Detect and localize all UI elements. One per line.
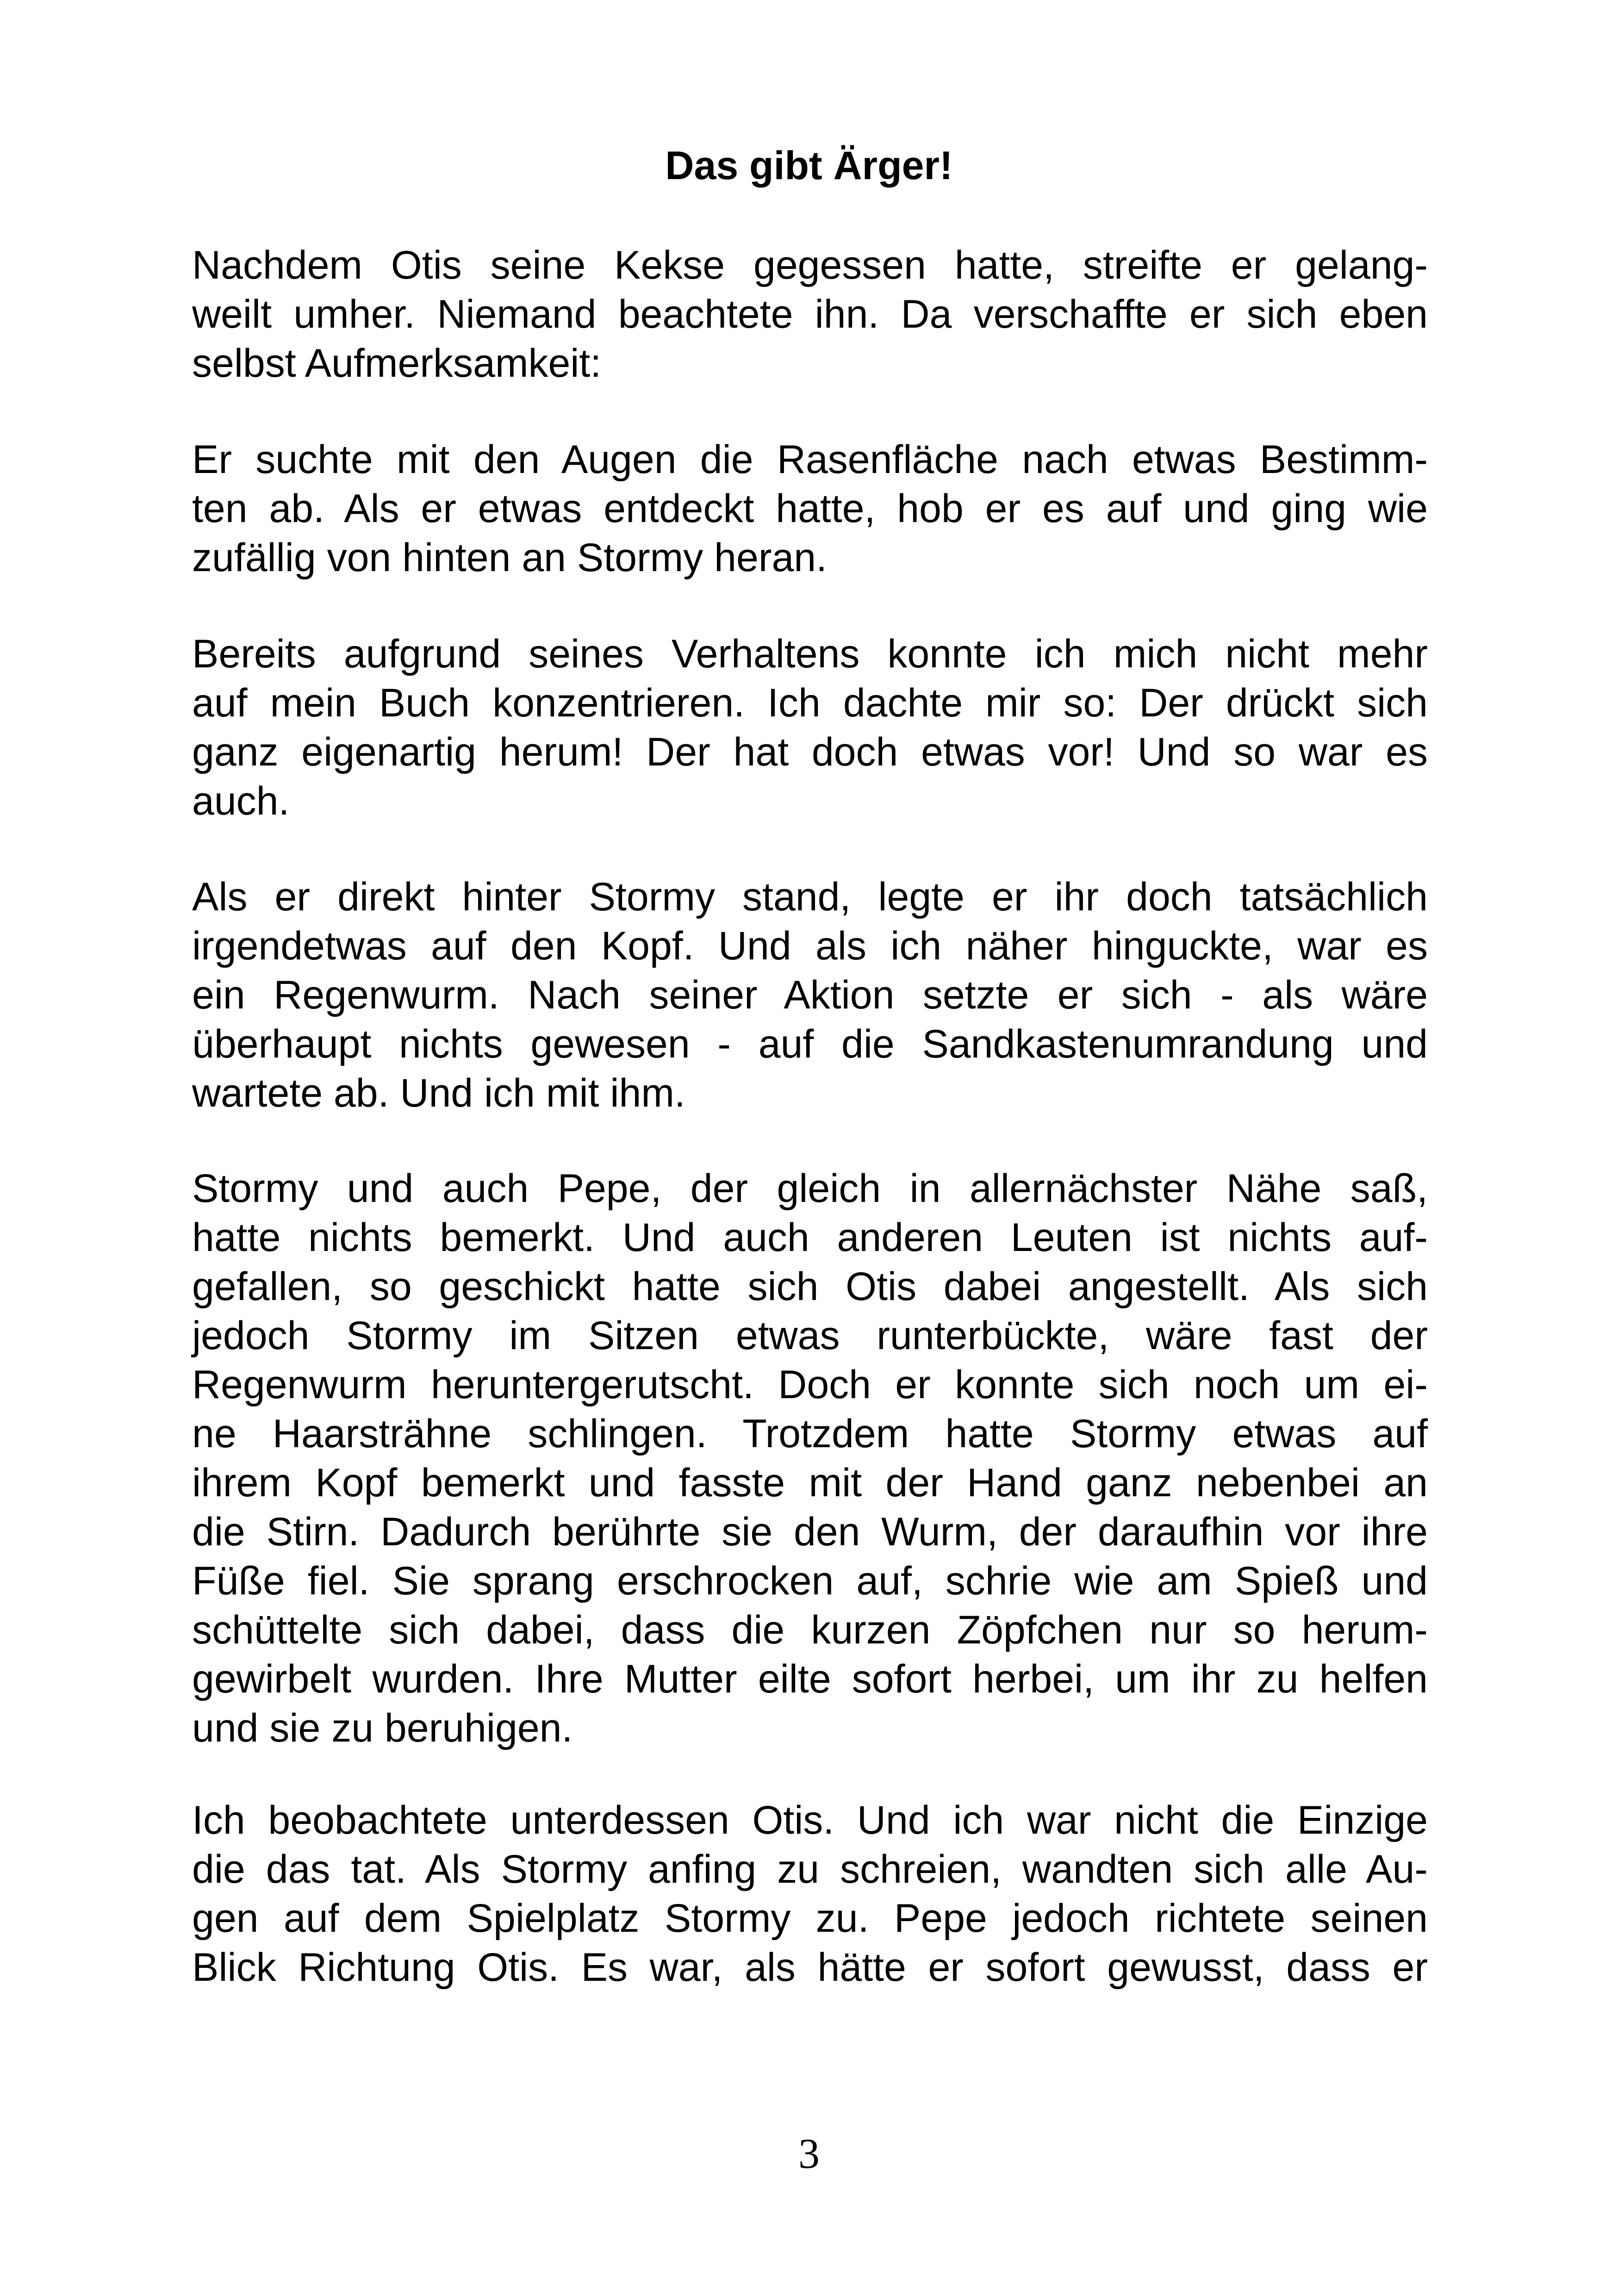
text-line: Ich beobachtete unterdessen Otis. Und ich war nicht die Einzige	[192, 1798, 1428, 1842]
text-line: hatte nichts bemerkt. Und auch anderen Leuten ist nichts auf-	[192, 1215, 1428, 1260]
paragraph-4	[192, 872, 1428, 1118]
text-line: Er suchte mit den Augen die Rasenfläche nach etwas Bestimm-	[192, 437, 1428, 482]
paragraph-2	[192, 435, 1428, 582]
text-line: selbst Aufmerksamkeit:	[192, 341, 602, 386]
text-line: ten ab. Als er etwas entdeckt hatte, hob er es auf und ging wie	[192, 486, 1428, 531]
paragraph-6	[192, 1796, 1428, 1992]
text-line: ne Haarsträhne schlingen. Trotzdem hatte Stormy etwas auf	[192, 1412, 1428, 1456]
text-line: schüttelte sich dabei, dass die kurzen Zöpfchen nur so herum-	[192, 1608, 1428, 1652]
text-line: überhaupt nichts gewesen - auf die Sandkastenumrandung und	[192, 1022, 1428, 1066]
page-number: 3	[798, 2130, 820, 2177]
text-line: Als er direkt hinter Stormy stand, legte er ihr doch tatsächlich	[192, 875, 1428, 919]
text-line: Stormy und auch Pepe, der gleich in allernächster Nähe saß,	[192, 1166, 1428, 1211]
text-line: Bereits aufgrund seines Verhaltens konnte ich mich nicht mehr	[192, 632, 1428, 676]
text-line: weilt umher. Niemand beachtete ihn. Da verschaffte er sich eben	[192, 292, 1428, 336]
text-line: zufällig von hinten an Stormy heran.	[192, 535, 828, 580]
text-line: die Stirn. Dadurch berührte sie den Wurm, der daraufhin vor ihre	[192, 1510, 1428, 1554]
text-line: Nachdem Otis seine Kekse gegessen hatte, streifte er gelang-	[192, 243, 1428, 287]
text-line: ganz eigenartig herum! Der hat doch etwas vor! Und so war es	[192, 730, 1428, 774]
text-line: Füße fiel. Sie sprang erschrocken auf, schrie wie am Spieß und	[192, 1559, 1428, 1603]
text-line: gen auf dem Spielplatz Stormy zu. Pepe jedoch richtete seinen	[192, 1896, 1428, 1941]
paragraph-5	[192, 1164, 1428, 1753]
text-line: und sie zu beruhigen.	[192, 1706, 573, 1750]
text-line: wartete ab. Und ich mit ihm.	[192, 1071, 685, 1115]
text-line: Regenwurm heruntergerutscht. Doch er konnte sich noch um ei-	[192, 1363, 1428, 1407]
text-line: die das tat. Als Stormy anfing zu schreien, wandten sich alle Au-	[192, 1847, 1428, 1892]
text-line: gefallen, so geschickt hatte sich Otis dabei angestellt. Als sich	[192, 1264, 1428, 1309]
text-line: jedoch Stormy im Sitzen etwas runterbückte, wäre fast der	[192, 1313, 1428, 1358]
text-line: Blick Richtung Otis. Es war, als hätte er sofort gewusst, dass er	[192, 1945, 1428, 1990]
text-line: gewirbelt wurden. Ihre Mutter eilte sofort herbei, um ihr zu helfen	[192, 1657, 1428, 1701]
text-line: auf mein Buch konzentrieren. Ich dachte mir so: Der drückt sich	[192, 681, 1428, 725]
paragraph-3	[192, 629, 1428, 826]
text-line: irgendetwas auf den Kopf. Und als ich näher hinguckte, war es	[192, 924, 1428, 968]
text-line: ihrem Kopf bemerkt und fasste mit der Hand ganz nebenbei an	[192, 1461, 1428, 1505]
paragraph-1	[192, 241, 1428, 388]
page-title: Das gibt Ärger!	[665, 143, 953, 188]
text-line: auch.	[192, 779, 290, 823]
text-line: ein Regenwurm. Nach seiner Aktion setzte er sich - als wäre	[192, 973, 1428, 1017]
